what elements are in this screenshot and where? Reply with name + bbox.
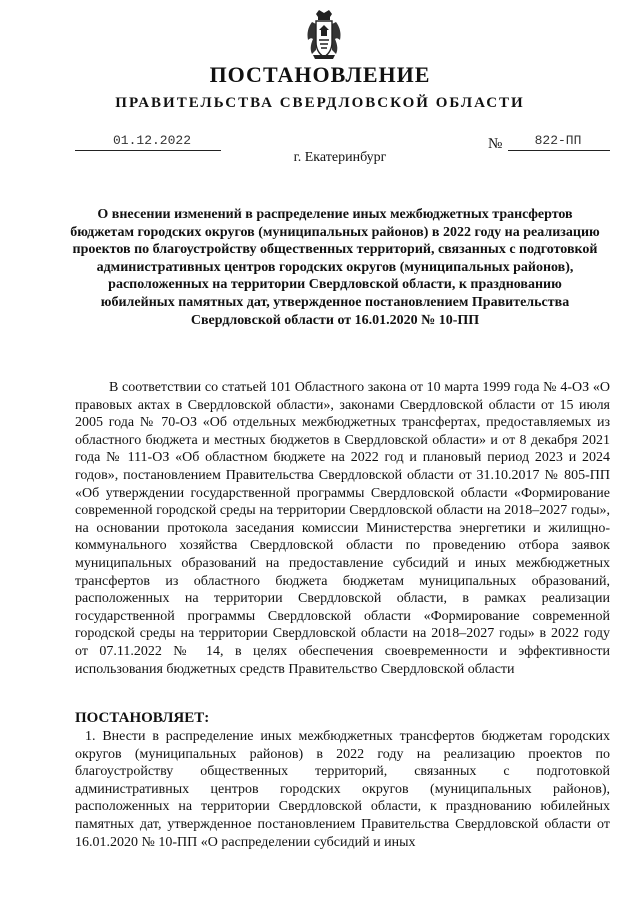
document-date: 01.12.2022 [112, 133, 191, 148]
document-heading: О внесении изменений в распределение иных межбюджетных трансфертов бюджетам городских округов (муниципальных районов) в 2022 году на реализацию проектов по благоустройству общественных территорий, связанных с подготовкой административных центров городских округов (муниципальных районов), расположенных на территории Свердловской области, к празднованию юбилейных памятных дат, утвержденное постановлением Правительства Свердловской области от 16.01.2020 № 10-ПП [70, 207, 600, 328]
document-subtitle: ПРАВИТЕЛЬСТВА СВЕРДЛОВСКОЙ ОБЛАСТИ [115, 95, 525, 111]
number-sign: № [488, 136, 503, 152]
sverdlovsk-coat-of-arms-icon [303, 8, 345, 62]
decree-word: ПОСТАНОВЛЯЕТ: [75, 710, 210, 726]
preamble-paragraph: В соответствии со статьей 101 Областного закона от 10 марта 1999 года № 4-ОЗ «О правовых актах в Свердловской области», законами Свердловской области от 15 июля 2005 года № 70-ОЗ «Об отдельных межбюджетных трансфертах, предоставляемых из областного бюджета и местных бюджетов в Свердловской области» и от 8 декабря 2021 года № 111-ОЗ «Об областном бюджете на 2022 год и плановый период 2023 и 2024 годов», постановлением Правительства Свердловской области от 31.10.2017 № 805-ПП «Об утверждении государственной программы Свердловской области «Формирование современной городской среды на территории Свердловской области на 2018–2027 годы», на основании протокола заседания комиссии Министерства энергетики и жилищно-коммунального хозяйства Свердловской области по проведению отбора заявок муниципальных образований на предоставление субсидий и иных межбюджетных трансфертов из областного бюджета бюджетам муниципальных образований, расположенных на территории Свердловской области, в рамках реализации государственной программы Свердловской области «Формирование современной городской среды на территории Свердловской области на 2018–2027 годы» в 2022 году от 07.11.2022 № 14, в целях обеспечения своевременности и эффективности использования бюджетных средств Правительство Свердловской области [75, 380, 610, 677]
document-number: 822-ПП [534, 133, 582, 148]
clause-1-paragraph: 1. Внести в распределение иных межбюджетных трансфертов бюджетам городских округов (муниципальных районов) в 2022 году на реализацию проектов по благоустройству общественных территорий, связанных с подготовкой административных центров городских округов (муниципальных районов), расположенных на территории Свердловской области, к празднованию юбилейных памятных дат, утвержденное постановлением Правительства Свердловской области от 16.01.2020 № 10-ПП «О распределении субсидий и иных [75, 729, 610, 850]
document-city: г. Екатеринбург [293, 150, 387, 165]
document-title: ПОСТАНОВЛЕНИЕ [209, 62, 431, 87]
